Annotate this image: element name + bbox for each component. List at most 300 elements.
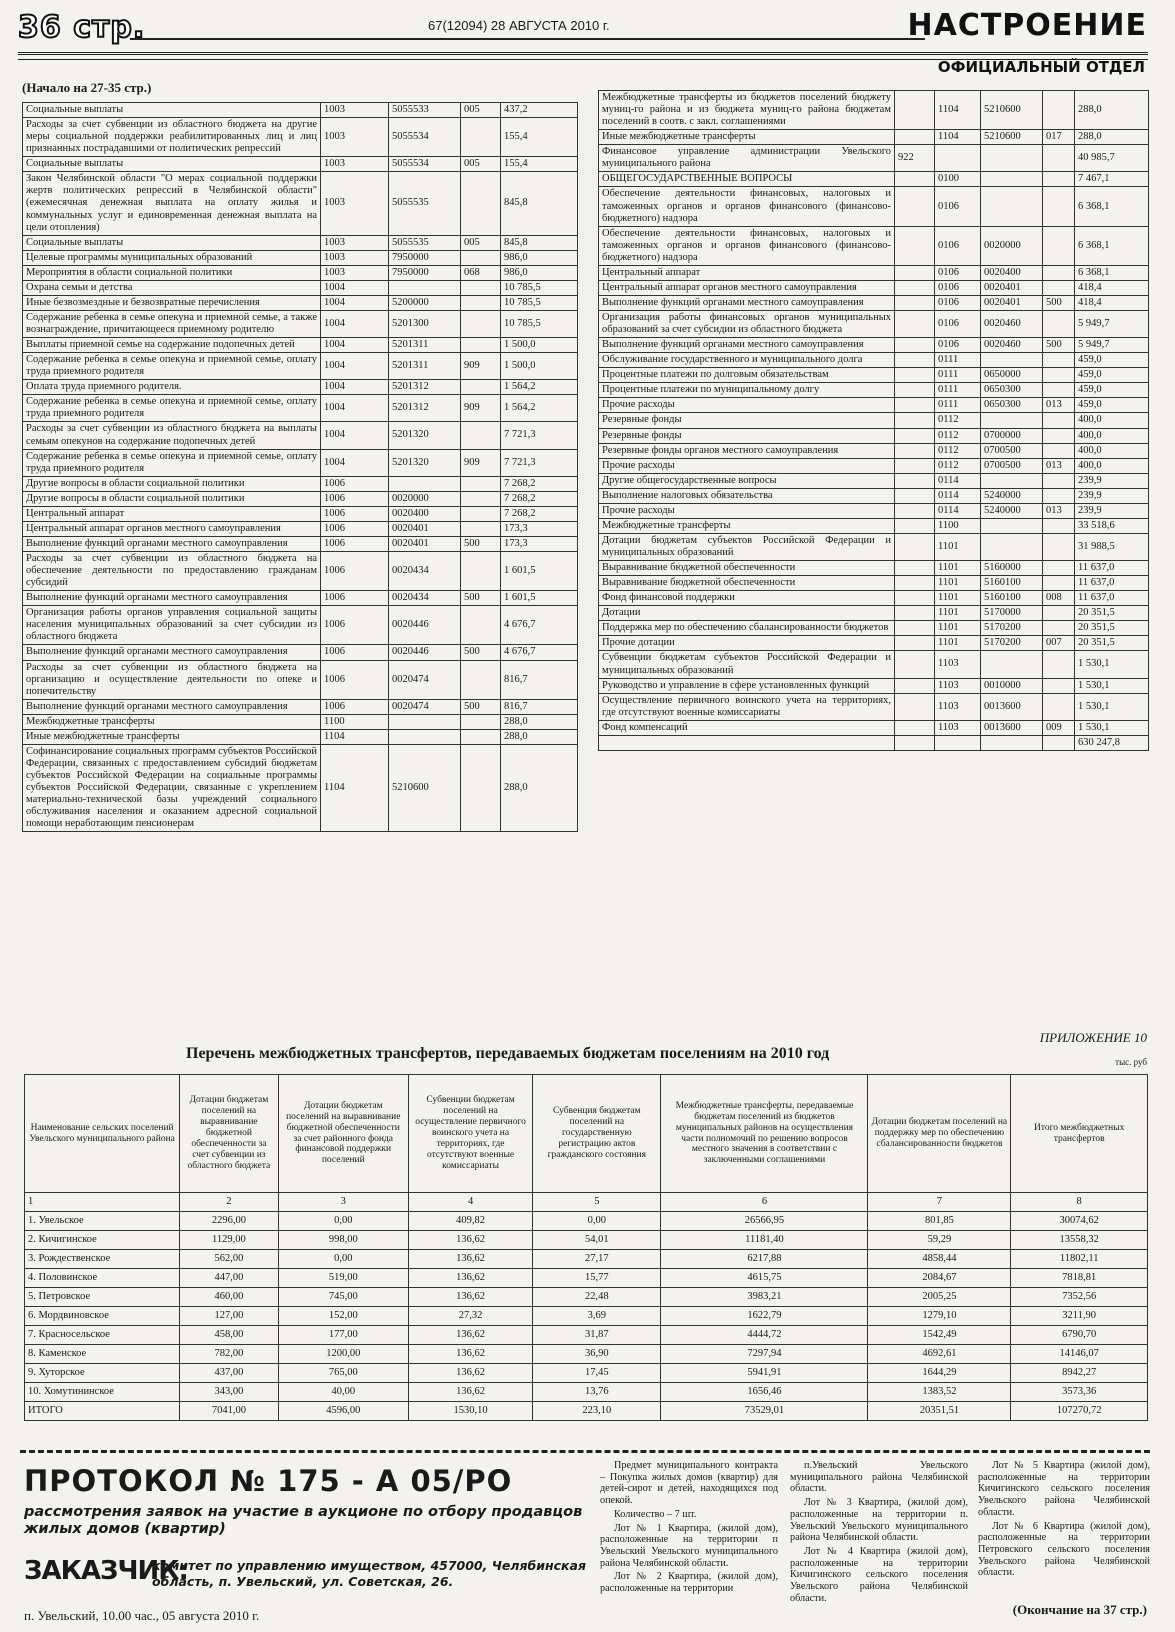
transfer-value: 1644,29 xyxy=(868,1364,1011,1383)
transfer-value: 1279,10 xyxy=(868,1307,1011,1326)
transfer-value: 998,00 xyxy=(278,1231,408,1250)
budget-code-cell: 1 564,2 xyxy=(501,380,578,395)
budget-code-cell: 5055535 xyxy=(389,235,461,250)
budget-code-cell xyxy=(895,413,935,428)
budget-item-name: Дотации бюджетам субъектов Российской Федерации и муниципальных образований xyxy=(599,533,895,560)
table-row xyxy=(25,1364,1148,1383)
budget-code-cell: 909 xyxy=(461,353,501,380)
budget-code-cell: 5200000 xyxy=(389,295,461,310)
transfer-value: 409,82 xyxy=(408,1212,532,1231)
budget-code-cell xyxy=(461,310,501,337)
column-number: 5 xyxy=(533,1193,661,1212)
transfer-value: 447,00 xyxy=(180,1269,278,1288)
transfer-value: 31,87 xyxy=(533,1326,661,1345)
column-header: Межбюджетные трансферты, передаваемые бюджетам поселений из бюджетов муниципальных районов на осуществления части полномочий по решению вопросов местного значения в соответствии с заключенными соглашениями xyxy=(661,1075,868,1193)
budget-table-left xyxy=(22,102,578,832)
transfer-value: 20351,51 xyxy=(868,1402,1011,1421)
budget-code-cell: 5201312 xyxy=(389,380,461,395)
budget-code-cell: 986,0 xyxy=(501,250,578,265)
transfer-value: 782,00 xyxy=(180,1345,278,1364)
budget-code-cell: 1101 xyxy=(935,606,981,621)
header-rule xyxy=(130,38,925,40)
budget-code-cell: 0020460 xyxy=(981,311,1043,338)
budget-code-cell: 1 530,1 xyxy=(1075,693,1149,720)
budget-code-cell xyxy=(389,714,461,729)
appendix-label: ПРИЛОЖЕНИЕ 10 xyxy=(1039,1030,1147,1045)
budget-item-name: Организация работы финансовых органов муниципальных образований за счет субсидии из областного бюджета xyxy=(599,311,895,338)
budget-code-cell xyxy=(895,621,935,636)
budget-item-name: Обеспечение деятельности финансовых, налоговых и таможенных органов и органов финансового (финансово-бюджетного) надзора xyxy=(599,226,895,265)
transfer-value: 73529,01 xyxy=(661,1402,868,1421)
transfer-value: 3211,90 xyxy=(1011,1307,1148,1326)
transfer-value: 11181,40 xyxy=(661,1231,868,1250)
budget-code-cell: 0100 xyxy=(935,172,981,187)
budget-item-name: Поддержка мер по обеспечению сбалансированности бюджетов xyxy=(599,621,895,636)
budget-code-cell: 1004 xyxy=(321,310,389,337)
budget-item-name xyxy=(599,735,895,750)
budget-code-cell: 0700000 xyxy=(981,428,1043,443)
budget-code-cell: 10 785,5 xyxy=(501,280,578,295)
budget-code-cell xyxy=(895,443,935,458)
budget-code-cell: 0106 xyxy=(935,226,981,265)
column-number: 8 xyxy=(1011,1193,1148,1212)
budget-code-cell xyxy=(461,521,501,536)
budget-code-cell: 5210600 xyxy=(981,91,1043,130)
budget-code-cell: 0106 xyxy=(935,265,981,280)
budget-item-name: Иные межбюджетные трансферты xyxy=(23,729,321,744)
budget-item-name: Межбюджетные трансферты из бюджетов поселений бюджету муниц-го района и из бюджета муниц-го района бюджетам поселений в соотв. с закл. соглашениями xyxy=(599,91,895,130)
budget-item-name: Центральный аппарат xyxy=(599,265,895,280)
budget-row xyxy=(23,103,578,118)
budget-code-cell: 0112 xyxy=(935,458,981,473)
budget-code-cell: 1101 xyxy=(935,533,981,560)
budget-row xyxy=(23,280,578,295)
table-row xyxy=(25,1307,1148,1326)
transfer-value: 15,77 xyxy=(533,1269,661,1288)
lot-paragraph: Лот № 6 Квартира (жилой дом), расположенные на территории Петровского сельского поселения Увельского района Челябинской области. xyxy=(978,1520,1150,1579)
budget-code-cell xyxy=(895,226,935,265)
protocol-title: ПРОТОКОЛ № 175 - А 05/РО xyxy=(24,1464,513,1498)
budget-code-cell: 5055534 xyxy=(389,118,461,157)
budget-item-name: Расходы за счет субвенции из областного бюджета на организацию и осуществление деятельности по опеке и попечительству xyxy=(23,660,321,699)
budget-code-cell xyxy=(1043,693,1075,720)
budget-code-cell: 5160100 xyxy=(981,591,1043,606)
budget-code-cell: 459,0 xyxy=(1075,398,1149,413)
transfer-value: 13558,32 xyxy=(1011,1231,1148,1250)
transfer-value: 0,00 xyxy=(278,1212,408,1231)
budget-item-name: Иные межбюджетные трансферты xyxy=(599,130,895,145)
budget-code-cell xyxy=(461,506,501,521)
budget-code-cell: 1103 xyxy=(935,720,981,735)
budget-code-cell: 1104 xyxy=(321,729,389,744)
budget-row xyxy=(599,368,1149,383)
budget-code-cell: 1003 xyxy=(321,118,389,157)
budget-code-cell xyxy=(1043,735,1075,750)
transfer-value: 177,00 xyxy=(278,1326,408,1345)
budget-row xyxy=(599,280,1149,295)
budget-code-cell: 0020446 xyxy=(389,606,461,645)
budget-row xyxy=(23,521,578,536)
budget-code-cell: 5240000 xyxy=(981,503,1043,518)
budget-item-name: Организация работы органов управления социальной защиты населения муниципальных образований за счет субсидии из областного бюджета xyxy=(23,606,321,645)
transfer-value: 11802,11 xyxy=(1011,1250,1148,1269)
budget-code-cell xyxy=(1043,280,1075,295)
budget-code-cell xyxy=(461,491,501,506)
budget-code-cell xyxy=(1043,368,1075,383)
budget-code-cell: 288,0 xyxy=(501,714,578,729)
budget-code-cell xyxy=(981,518,1043,533)
budget-item-name: Выполнение функций органами местного самоуправления xyxy=(599,338,895,353)
budget-code-cell xyxy=(1043,488,1075,503)
column-number: 4 xyxy=(408,1193,532,1212)
budget-row xyxy=(599,606,1149,621)
budget-item-name: Иные безвозмездные и безвозвратные перечисления xyxy=(23,295,321,310)
budget-code-cell xyxy=(895,561,935,576)
budget-code-cell: 0106 xyxy=(935,280,981,295)
budget-row xyxy=(23,449,578,476)
budget-code-cell xyxy=(895,576,935,591)
budget-item-name: Выполнение функций органами местного самоуправления xyxy=(23,536,321,551)
budget-code-cell xyxy=(895,130,935,145)
budget-code-cell: 5160000 xyxy=(981,561,1043,576)
budget-code-cell: 013 xyxy=(1043,458,1075,473)
budget-code-cell xyxy=(895,606,935,621)
budget-code-cell xyxy=(1043,428,1075,443)
budget-row xyxy=(23,491,578,506)
budget-code-cell: 1103 xyxy=(935,693,981,720)
budget-item-name: Резервные фонды xyxy=(599,413,895,428)
lot-paragraph: Количество – 7 шт. xyxy=(614,1508,697,1520)
budget-code-cell xyxy=(981,413,1043,428)
budget-item-name: Фонд компенсаций xyxy=(599,720,895,735)
budget-code-cell: 0010000 xyxy=(981,678,1043,693)
budget-code-cell: 1006 xyxy=(321,506,389,521)
budget-code-cell: 0700500 xyxy=(981,458,1043,473)
lot-paragraph: Лот № 5 Квартира (жилой дом), расположенные на территории Кичигинского сельского поселения Увельского района Челябинской области. xyxy=(978,1460,1150,1518)
budget-row xyxy=(599,720,1149,735)
budget-code-cell: 1003 xyxy=(321,157,389,172)
budget-code-cell: 1101 xyxy=(935,621,981,636)
budget-code-cell: 1 564,2 xyxy=(501,395,578,422)
transfer-value: 136,62 xyxy=(408,1231,532,1250)
column-number: 2 xyxy=(180,1193,278,1212)
lot-paragraph: Лот № 2 Квартира, (жилой дом), расположенные на территории xyxy=(600,1571,778,1595)
budget-code-cell: 1101 xyxy=(935,576,981,591)
budget-code-cell: 400,0 xyxy=(1075,458,1149,473)
appendix-unit: тыс. руб xyxy=(1115,1057,1147,1067)
budget-code-cell xyxy=(895,428,935,443)
budget-code-cell: 1101 xyxy=(935,636,981,651)
transfer-value: 136,62 xyxy=(408,1250,532,1269)
cut-line-divider xyxy=(20,1450,1150,1453)
budget-row xyxy=(599,413,1149,428)
budget-code-cell xyxy=(935,145,981,172)
budget-code-cell xyxy=(461,172,501,235)
transfer-value: 519,00 xyxy=(278,1269,408,1288)
budget-code-cell: 11 637,0 xyxy=(1075,591,1149,606)
budget-code-cell: 155,4 xyxy=(501,118,578,157)
budget-code-cell: 418,4 xyxy=(1075,280,1149,295)
budget-code-cell: 239,9 xyxy=(1075,473,1149,488)
budget-code-cell: 1006 xyxy=(321,521,389,536)
budget-item-name: Обеспечение деятельности финансовых, налоговых и таможенных органов и органов финансового (финансово-бюджетного) надзора xyxy=(599,187,895,226)
budget-row xyxy=(23,591,578,606)
budget-code-cell xyxy=(1043,413,1075,428)
budget-code-cell xyxy=(895,735,935,750)
budget-code-cell: 909 xyxy=(461,449,501,476)
settlement-name: 10. Хомутининское xyxy=(25,1383,180,1402)
budget-code-cell xyxy=(461,476,501,491)
budget-code-cell: 0020401 xyxy=(981,280,1043,295)
budget-row xyxy=(599,518,1149,533)
table-row xyxy=(25,1288,1148,1307)
budget-code-cell: 437,2 xyxy=(501,103,578,118)
budget-code-cell xyxy=(981,187,1043,226)
budget-code-cell: 0020434 xyxy=(389,591,461,606)
transfer-value: 1383,52 xyxy=(868,1383,1011,1402)
budget-code-cell: 0013600 xyxy=(981,693,1043,720)
settlement-name: 6. Мордвиновское xyxy=(25,1307,180,1326)
budget-code-cell: 0650300 xyxy=(981,383,1043,398)
budget-item-name: Центральный аппарат xyxy=(23,506,321,521)
settlement-name: ИТОГО xyxy=(25,1402,180,1421)
settlement-name: 5. Петровское xyxy=(25,1288,180,1307)
transfer-value: 13,76 xyxy=(533,1383,661,1402)
budget-row xyxy=(599,591,1149,606)
budget-row xyxy=(23,118,578,157)
transfer-value: 460,00 xyxy=(180,1288,278,1307)
transfer-value: 136,62 xyxy=(408,1326,532,1345)
budget-code-cell: 6 368,1 xyxy=(1075,226,1149,265)
budget-code-cell: 0020474 xyxy=(389,660,461,699)
transfer-value: 1656,46 xyxy=(661,1383,868,1402)
budget-row xyxy=(23,380,578,395)
budget-code-cell: 31 988,5 xyxy=(1075,533,1149,560)
budget-item-name: Резервные фонды органов местного самоуправления xyxy=(599,443,895,458)
budget-code-cell: 1 530,1 xyxy=(1075,678,1149,693)
budget-code-cell: 0114 xyxy=(935,503,981,518)
transfer-value: 136,62 xyxy=(408,1288,532,1307)
budget-code-cell: 6 368,1 xyxy=(1075,187,1149,226)
budget-item-name: Прочие расходы xyxy=(599,503,895,518)
budget-code-cell: 816,7 xyxy=(501,660,578,699)
budget-code-cell: 418,4 xyxy=(1075,295,1149,310)
settlement-name: 8. Каменское xyxy=(25,1345,180,1364)
budget-code-cell: 0020446 xyxy=(389,645,461,660)
budget-code-cell: 005 xyxy=(461,157,501,172)
budget-code-cell: 5210600 xyxy=(389,744,461,831)
lots-column-1 xyxy=(600,1460,778,1597)
budget-row xyxy=(23,699,578,714)
budget-code-cell: 986,0 xyxy=(501,265,578,280)
appendix-title: Перечень межбюджетных трансфертов, передаваемых бюджетам поселениям на 2010 год xyxy=(186,1045,830,1062)
budget-code-cell: 1004 xyxy=(321,295,389,310)
budget-code-cell: 1003 xyxy=(321,265,389,280)
transfer-value: 3573,36 xyxy=(1011,1383,1148,1402)
budget-code-cell xyxy=(1043,187,1075,226)
transfer-value: 17,45 xyxy=(533,1364,661,1383)
budget-code-cell: 155,4 xyxy=(501,157,578,172)
budget-item-name: Обслуживание государственного и муниципального долга xyxy=(599,353,895,368)
budget-row xyxy=(23,338,578,353)
budget-code-cell: 0020474 xyxy=(389,699,461,714)
budget-code-cell xyxy=(461,295,501,310)
budget-code-cell xyxy=(461,714,501,729)
budget-row xyxy=(23,157,578,172)
budget-code-cell: 20 351,5 xyxy=(1075,621,1149,636)
budget-code-cell: 239,9 xyxy=(1075,503,1149,518)
budget-code-cell: 1003 xyxy=(321,250,389,265)
budget-code-cell: 5201311 xyxy=(389,353,461,380)
budget-code-cell: 0114 xyxy=(935,488,981,503)
budget-code-cell xyxy=(1043,311,1075,338)
transfer-value: 27,32 xyxy=(408,1307,532,1326)
budget-item-name: Другие общегосударственные вопросы xyxy=(599,473,895,488)
budget-code-cell: 173,3 xyxy=(501,536,578,551)
budget-code-cell xyxy=(461,280,501,295)
transfer-value: 40,00 xyxy=(278,1383,408,1402)
budget-code-cell: 0020460 xyxy=(981,338,1043,353)
transfer-value: 152,00 xyxy=(278,1307,408,1326)
budget-item-name: Процентные платежи по долговым обязательствам xyxy=(599,368,895,383)
budget-item-name: Содержание ребенка в семье опекуна и приемной семье, оплату труда приемного родителя xyxy=(23,353,321,380)
budget-row xyxy=(23,714,578,729)
budget-code-cell: 400,0 xyxy=(1075,428,1149,443)
budget-code-cell xyxy=(1043,145,1075,172)
budget-row xyxy=(599,693,1149,720)
budget-row xyxy=(599,145,1149,172)
budget-code-cell: 068 xyxy=(461,265,501,280)
budget-code-cell xyxy=(981,651,1043,678)
budget-item-name: Прочие расходы xyxy=(599,398,895,413)
budget-item-name: Дотации xyxy=(599,606,895,621)
budget-code-cell xyxy=(895,458,935,473)
settlement-name: 9. Хуторское xyxy=(25,1364,180,1383)
budget-item-name: Руководство и управление в сфере установленных функций xyxy=(599,678,895,693)
budget-code-cell: 1004 xyxy=(321,380,389,395)
budget-code-cell: 500 xyxy=(1043,338,1075,353)
budget-code-cell: 008 xyxy=(1043,591,1075,606)
budget-item-name: Центральный аппарат органов местного самоуправления xyxy=(23,521,321,536)
budget-item-name: Субвенции бюджетам субъектов Российской Федерации и муниципальных образований xyxy=(599,651,895,678)
budget-code-cell: 0111 xyxy=(935,398,981,413)
budget-item-name: Процентные платежи по муниципальному долгу xyxy=(599,383,895,398)
column-number-row xyxy=(25,1193,1148,1212)
table-row xyxy=(25,1269,1148,1288)
budget-code-cell: 1 530,1 xyxy=(1075,720,1149,735)
transfer-value: 136,62 xyxy=(408,1269,532,1288)
table-row xyxy=(25,1250,1148,1269)
budget-code-cell xyxy=(895,591,935,606)
transfer-value: 14146,07 xyxy=(1011,1345,1148,1364)
budget-code-cell xyxy=(461,660,501,699)
budget-code-cell: 0020400 xyxy=(981,265,1043,280)
budget-code-cell: 33 518,6 xyxy=(1075,518,1149,533)
transfer-value: 7041,00 xyxy=(180,1402,278,1421)
budget-code-cell xyxy=(895,91,935,130)
budget-code-cell: 1004 xyxy=(321,353,389,380)
budget-code-cell: 1104 xyxy=(321,744,389,831)
budget-item-name: Выравнивание бюджетной обеспеченности xyxy=(599,561,895,576)
budget-item-name: Мероприятия в области социальной политики xyxy=(23,265,321,280)
budget-code-cell xyxy=(1043,91,1075,130)
budget-row xyxy=(599,458,1149,473)
transfer-value: 27,17 xyxy=(533,1250,661,1269)
budget-row xyxy=(599,651,1149,678)
budget-code-cell: 909 xyxy=(461,395,501,422)
budget-code-cell: 005 xyxy=(461,103,501,118)
budget-code-cell: 845,8 xyxy=(501,172,578,235)
budget-code-cell xyxy=(461,380,501,395)
budget-code-cell: 0106 xyxy=(935,187,981,226)
budget-row xyxy=(599,338,1149,353)
budget-code-cell: 007 xyxy=(1043,636,1075,651)
budget-code-cell: 816,7 xyxy=(501,699,578,714)
table-row xyxy=(25,1402,1148,1421)
budget-row xyxy=(599,488,1149,503)
budget-code-cell: 5160100 xyxy=(981,576,1043,591)
budget-code-cell xyxy=(1043,651,1075,678)
budget-code-cell: 1004 xyxy=(321,280,389,295)
budget-item-name: Другие вопросы в области социальной политики xyxy=(23,491,321,506)
settlement-name: 3. Рождественское xyxy=(25,1250,180,1269)
budget-row xyxy=(23,172,578,235)
transfer-value: 0,00 xyxy=(278,1250,408,1269)
budget-code-cell: 1006 xyxy=(321,591,389,606)
budget-row xyxy=(599,187,1149,226)
transfer-value: 5941,91 xyxy=(661,1364,868,1383)
budget-item-name: Социальные выплаты xyxy=(23,103,321,118)
budget-item-name: Содержание ребенка в семье опекуна и приемной семье, оплату труда приемного родителя xyxy=(23,449,321,476)
budget-code-cell: 0106 xyxy=(935,295,981,310)
budget-code-cell: 845,8 xyxy=(501,235,578,250)
budget-code-cell xyxy=(895,473,935,488)
transfer-value: 3983,21 xyxy=(661,1288,868,1307)
budget-code-cell: 1104 xyxy=(935,130,981,145)
settlement-name: 2. Кичигинское xyxy=(25,1231,180,1250)
budget-row xyxy=(23,506,578,521)
budget-item-name: Выполнение функций органами местного самоуправления xyxy=(599,295,895,310)
budget-row xyxy=(23,744,578,831)
budget-row xyxy=(599,561,1149,576)
budget-code-cell xyxy=(461,729,501,744)
budget-code-cell xyxy=(895,398,935,413)
budget-code-cell: 1004 xyxy=(321,422,389,449)
budget-item-name: Центральный аппарат органов местного самоуправления xyxy=(599,280,895,295)
settlement-name: 7. Красносельское xyxy=(25,1326,180,1345)
budget-code-cell: 5201320 xyxy=(389,449,461,476)
transfer-value: 6217,88 xyxy=(661,1250,868,1269)
budget-code-cell xyxy=(981,473,1043,488)
transfer-value: 107270,72 xyxy=(1011,1402,1148,1421)
budget-code-cell xyxy=(895,518,935,533)
budget-item-name: Расходы за счет субвенции из областного бюджета на другие меры социальной поддержки реабилитированных лиц и лиц признанных пострадавшими от политических репрессий xyxy=(23,118,321,157)
budget-code-cell: 922 xyxy=(895,145,935,172)
budget-code-cell: 4 676,7 xyxy=(501,606,578,645)
budget-code-cell: 1 601,5 xyxy=(501,591,578,606)
budget-row xyxy=(599,91,1149,130)
budget-row xyxy=(23,295,578,310)
budget-code-cell: 5240000 xyxy=(981,488,1043,503)
budget-code-cell: 1006 xyxy=(321,645,389,660)
budget-code-cell: 40 985,7 xyxy=(1075,145,1149,172)
column-number: 1 xyxy=(25,1193,180,1212)
budget-code-cell: 7 721,3 xyxy=(501,449,578,476)
budget-code-cell: 5170200 xyxy=(981,621,1043,636)
page-number: 36 стр. xyxy=(18,10,146,45)
budget-code-cell: 500 xyxy=(1043,295,1075,310)
customer-text: комитет по управлению имуществом, 457000, Челябинская область, п. Увельский, ул. Советская, 26. xyxy=(152,1558,586,1589)
